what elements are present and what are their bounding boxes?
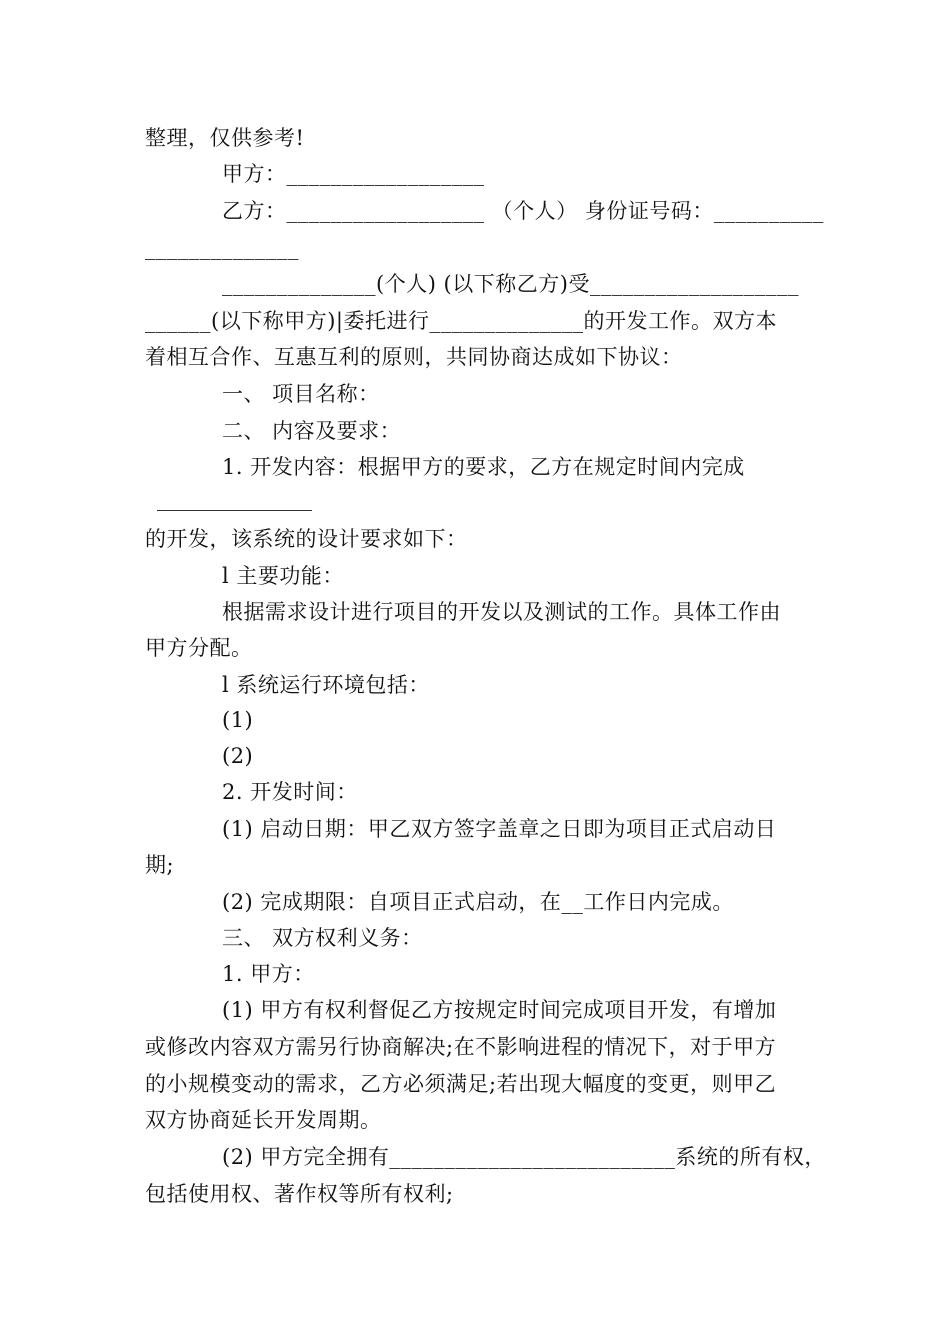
text-line: 着相互合作、互惠互利的原则，共同协商达成如下协议： bbox=[145, 345, 683, 369]
blank-rule bbox=[157, 510, 312, 511]
text-line: 整理，仅供参考! bbox=[145, 126, 305, 150]
text-line: 2. 开发时间： bbox=[222, 780, 358, 804]
text-line: (1) 甲方有权利督促乙方按规定时间完成项目开发，有增加 bbox=[222, 998, 777, 1022]
section-heading: 三、 双方权利义务： bbox=[222, 926, 423, 950]
text-line: (1) 启动日期：甲乙双方签字盖章之日即为项目正式启动日 bbox=[222, 817, 777, 841]
text-line: ______________ bbox=[145, 236, 299, 260]
text-line: 的开发，该系统的设计要求如下： bbox=[145, 527, 468, 551]
party-b-line: 乙方：__________________ （个人） 身份证号码：__________ bbox=[222, 199, 824, 223]
text-line: (1) bbox=[222, 708, 254, 732]
text-line: l 系统运行环境包括： bbox=[222, 673, 430, 697]
text-line: (2) bbox=[222, 744, 254, 768]
text-line: ______________(个人) (以下称乙方)受___________________ bbox=[222, 272, 799, 296]
text-line: 根据需求设计进行项目的开发以及测试的工作。具体工作由 bbox=[222, 600, 781, 624]
party-a-line: 甲方：__________________ bbox=[222, 162, 485, 186]
text-line: 或修改内容双方需另行协商解决;在不影响进程的情况下，对于甲方 bbox=[145, 1035, 777, 1059]
text-line: 1. 甲方： bbox=[222, 962, 315, 986]
text-line: ______(以下称甲方)|委托进行______________的开发工作。双方本 bbox=[145, 309, 777, 333]
text-line: 的小规模变动的需求，乙方必须满足;若出现大幅度的变更，则甲乙 bbox=[145, 1072, 777, 1096]
text-line: (2) 完成期限：自项目正式启动，在__工作日内完成。 bbox=[222, 890, 734, 914]
section-heading: 一、 项目名称： bbox=[222, 382, 380, 406]
text-line: 甲方分配。 bbox=[145, 636, 253, 660]
text-line: 期; bbox=[145, 853, 175, 877]
text-line: 包括使用权、著作权等所有权利; bbox=[145, 1182, 454, 1206]
section-heading: 二、 内容及要求： bbox=[222, 419, 402, 443]
text-line: (2) 甲方完全拥有__________________________系统的所有权， bbox=[222, 1145, 826, 1169]
text-line: l 主要功能： bbox=[222, 564, 344, 588]
text-line: 1. 开发内容：根据甲方的要求，乙方在规定时间内完成 bbox=[222, 455, 745, 479]
text-line: 双方协商延长开发周期。 bbox=[145, 1108, 382, 1132]
